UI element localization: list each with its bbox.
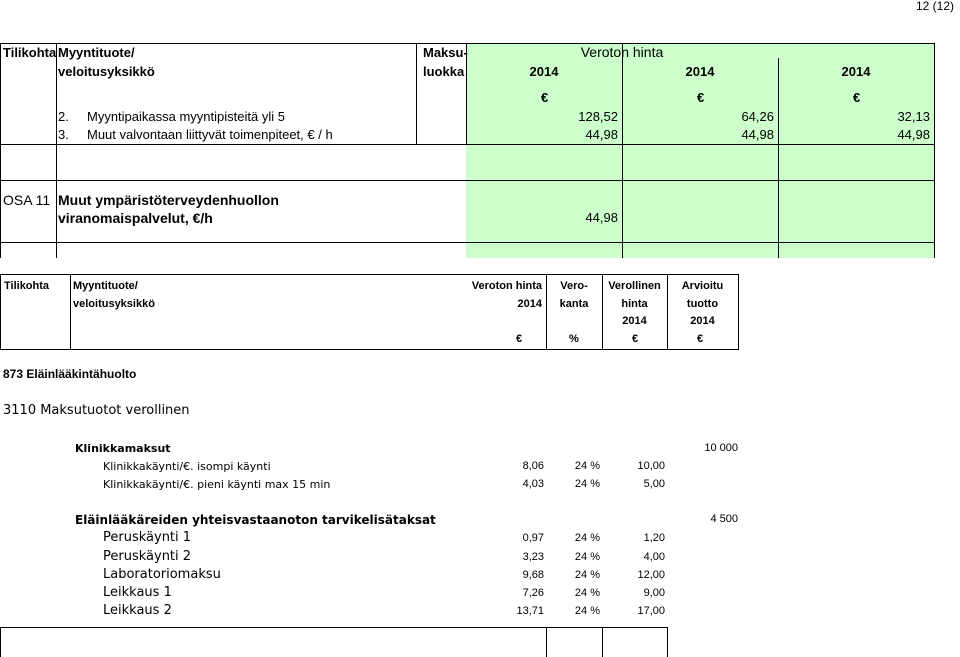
item-vat: 24 % xyxy=(574,478,600,490)
item-price: 4,03 xyxy=(522,478,544,490)
row-label: Myyntipaikassa myyntipisteitä yli 5 xyxy=(87,109,285,124)
col-vat-line1: Vero- xyxy=(560,280,588,292)
item-label: Laboratoriomaksu xyxy=(103,567,221,582)
item-vat: 24 % xyxy=(574,532,600,544)
year-1: 2014 xyxy=(529,64,559,79)
item-label: Peruskäynti 2 xyxy=(103,549,192,564)
row-label: Muut valvontaan liittyvät toimenpiteet, € / h xyxy=(87,127,333,142)
col-class-line1: Maksu- xyxy=(423,45,468,60)
item-price: 0,97 xyxy=(522,532,544,544)
group-title: Eläinlääkäreiden yhteisvastaanoton tarvikelisätaksat xyxy=(75,513,436,527)
item-total: 5,00 xyxy=(643,478,665,490)
account-title: 3110 Maksutuotot verollinen xyxy=(3,403,190,418)
col-tilikohta: Tilikohta xyxy=(3,45,57,60)
row-value: 44,98 xyxy=(585,127,618,142)
col-product-line1: Myyntituote/ xyxy=(73,280,138,292)
item-total: 4,00 xyxy=(643,551,665,563)
col-total-line3: 2014 xyxy=(622,315,647,327)
item-price: 9,68 xyxy=(522,569,544,581)
year-3: 2014 xyxy=(841,64,871,79)
item-vat: 24 % xyxy=(574,460,600,472)
page-number: 12 (12) xyxy=(915,0,954,13)
currency-1: € xyxy=(541,90,549,105)
col-price-line1: Veroton hinta xyxy=(471,280,542,292)
group-estimate: 10 000 xyxy=(704,442,738,454)
item-vat: 24 % xyxy=(574,587,600,599)
item-total: 10,00 xyxy=(637,460,665,472)
osa-label-line2: viranomaispalvelut, €/h xyxy=(58,210,213,226)
item-price: 13,71 xyxy=(516,605,544,617)
osa-code: OSA 11 xyxy=(3,192,51,208)
row-value: 128,52 xyxy=(578,109,618,124)
row-number: 3. xyxy=(58,127,69,142)
group-title: Klinikkamaksut xyxy=(75,442,171,455)
unit-est: € xyxy=(697,333,704,345)
col-product-line2: veloitusyksikkö xyxy=(73,298,155,310)
item-total: 17,00 xyxy=(637,605,665,617)
section-title: 873 Eläinlääkintähuolto xyxy=(3,367,137,381)
item-label: Peruskäynti 1 xyxy=(103,530,192,545)
col-tilikohta: Tilikohta xyxy=(4,280,50,292)
currency-3: € xyxy=(853,90,861,105)
year-2: 2014 xyxy=(685,64,715,79)
item-vat: 24 % xyxy=(574,605,600,617)
osa-label-line1: Muut ympäristöterveydenhuollon xyxy=(58,192,279,208)
row-value: 44,98 xyxy=(741,127,774,142)
item-label: Klinikkakäynti/€. isompi käynti xyxy=(103,460,271,473)
item-total: 1,20 xyxy=(643,532,665,544)
item-label: Leikkaus 2 xyxy=(103,603,172,618)
item-price: 7,26 xyxy=(522,587,544,599)
item-total: 9,00 xyxy=(643,587,665,599)
col-est-line2: tuotto xyxy=(686,298,719,310)
col-vat-line2: kanta xyxy=(559,298,589,310)
osa-value: 44,98 xyxy=(585,210,618,225)
col-est-line1: Arvioitu xyxy=(681,280,724,292)
row-value: 64,26 xyxy=(741,109,774,124)
col-price-line2: 2014 xyxy=(517,298,542,310)
col-class-line2: luokka xyxy=(423,64,465,79)
item-price: 3,23 xyxy=(522,551,544,563)
item-price: 8,06 xyxy=(522,460,544,472)
col-price: Veroton hinta xyxy=(580,44,664,60)
item-label: Klinikkakäynti/€. pieni käynti max 15 min xyxy=(103,478,331,491)
item-vat: 24 % xyxy=(574,569,600,581)
unit-price: € xyxy=(516,333,523,345)
col-product-line1: Myyntituote/ xyxy=(58,45,135,60)
row-value: 44,98 xyxy=(897,127,930,142)
item-total: 12,00 xyxy=(637,569,665,581)
col-product-line2: veloitusyksikkö xyxy=(58,64,155,79)
unit-total: € xyxy=(632,333,639,345)
item-vat: 24 % xyxy=(574,551,600,563)
col-total-line1: Verollinen xyxy=(608,280,661,292)
row-value: 32,13 xyxy=(897,109,930,124)
item-label: Leikkaus 1 xyxy=(103,585,172,600)
currency-2: € xyxy=(697,90,705,105)
unit-vat: % xyxy=(569,333,579,345)
col-total-line2: hinta xyxy=(621,298,648,310)
group-estimate: 4 500 xyxy=(710,513,738,525)
col-est-line3: 2014 xyxy=(690,315,715,327)
row-number: 2. xyxy=(58,109,69,124)
